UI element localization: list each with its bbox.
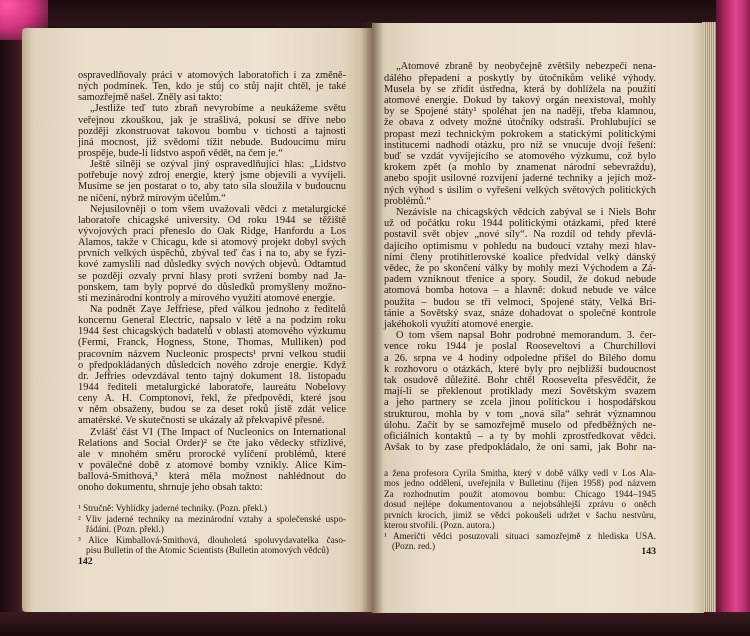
text-line: Avšak to by zase předpokládalo, že oni sami, jak Bohr na- <box>384 442 656 454</box>
text-line: laboratoře chicagské university. Od roku 1944 se těžiště <box>78 214 346 226</box>
text-line: jiná mocnost, již svědomí tížit nebude. Budoucímu míru <box>78 136 346 148</box>
text-line: ballová-Smithová,³ která měla možnost nahlédnout do <box>78 471 346 483</box>
text-line: anebo spojit usilovné rozvíjení jaderné techniky a jejích mož- <box>384 173 656 185</box>
text-line: krokem zpět (a mohlo by znamenat národní sebevraždu), <box>384 162 656 174</box>
text-line: koncernu General Electric, napsalo v létě a na podzim roku <box>78 315 346 327</box>
text-line: 1944 šest chicagských badatelů v oblasti atomového výzkumu <box>78 326 346 338</box>
footnote-line: ¹ Američtí vědci posuzovali situaci samozřejmě z hlediska USA. <box>384 530 656 541</box>
left-page-footnotes <box>78 503 346 556</box>
text-line: postavil svět objev „nové síly“. Na rozdíl od tehdy převlá- <box>384 229 656 241</box>
text-line: mají-li se překlenout protiklady mezi Sovětským svazem <box>384 386 656 398</box>
footnote <box>78 535 346 556</box>
text-line: sti mezinárodní kontroly a mírového využití atomové energie. <box>78 292 336 304</box>
text-line: dr. Jeffries odevzdával tento tajný dokument 18. listopadu <box>78 370 346 382</box>
text-line: padem vzniknout třenice a spory. Soudil, že dokud nebude <box>384 274 656 286</box>
text-line: použita – budou se tři velmoci, Spojené státy, Velká Bri- <box>384 296 656 308</box>
text-line: dálého přepadení a poskytly by útočníkům veliké výhody. <box>384 72 656 84</box>
text-line: ných podmínek. Ten, kdo je stůj co stůj najít chtěl, je také <box>78 81 346 93</box>
text-line: jakéhokoli využití atomové energie. <box>384 319 534 331</box>
text-line: v poválečné době z atomové bomby vznikly. Alice Kim- <box>78 459 346 471</box>
text-line: ními členy protihitlerovské koalice předvídal velký dánský <box>384 251 656 263</box>
text-line: pracovním názvem Nucleonic prospects¹ první velkou studii <box>78 348 346 360</box>
text-line: atomová bomba hotova – a hlavně: dokud nebude ve válce <box>384 285 656 297</box>
footnote-line: (Pozn. red.) <box>392 541 436 551</box>
text-line: vence roku 1944 je poslal Rooseveltovi a Churchillovi <box>384 341 656 353</box>
text-line: veřejnou zkouškou, jak je strašlivá, pokusí se dříve nebo <box>78 114 346 126</box>
right-page-footnotes <box>384 468 656 552</box>
book-cover-left-edge <box>0 0 24 636</box>
text-line: ale v mnohém směru prorocké vylíčení problémů, které <box>78 448 346 460</box>
footnote-line: ³ Alice Kimballová-Smithová, dlouholetá spoluvydavatelka časo- <box>78 534 346 545</box>
text-line: Alamos, takže v Chicagu, kde si atomový projekt dobyl svých <box>78 237 346 249</box>
text-line: atomové energie. Dokud by takový orgán neexistoval, mohly <box>384 95 656 106</box>
text-line: Ještě silněji se ozýval jiný ospravedlňující hlas: „Lidstvo <box>89 159 346 171</box>
right-page <box>372 23 704 613</box>
left-page <box>22 28 372 612</box>
right-page-number: 143 <box>641 546 656 557</box>
text-line: Zvlášť část VI (The Impact of Nucleonics on International <box>89 426 346 438</box>
paragraph <box>78 159 346 204</box>
paragraph <box>78 204 346 304</box>
text-line: vědec, že po skončení války by mohly mezi Východem a Zá- <box>384 263 656 275</box>
paragraph <box>78 427 346 494</box>
footnote-line: Za rozhodnutím použít atomovou bombu: Chicago 1944–1945 <box>384 488 656 499</box>
text-line: kové zamyslili nad důsledky svých nových objevů. Odtamtud <box>78 259 346 271</box>
text-line: Nezávisle na chicagských vědcích zabýval se i Niels Bohr <box>395 207 656 219</box>
text-line: Musela by se zřídit ústředna, která by dohlížela na použití <box>384 83 656 95</box>
text-line: propast mezi technickým pokrokem a statickými politickými <box>384 128 656 140</box>
paragraph <box>78 304 346 427</box>
paragraph <box>78 103 346 159</box>
text-line: Relations and Social Order)² se čte jako vědecky střízlivé, <box>78 437 346 449</box>
text-line: oficiálních kontaktů – a ty by mohli zprostředkovat vědci. <box>384 431 656 443</box>
text-line: dajícího optimismu v pohledu na budoucí vztahy mezi hlav- <box>384 240 656 252</box>
text-line: Musíme se jen postarat o to, aby tato síla sloužila v budoucnu <box>78 181 346 193</box>
footnote <box>78 514 346 535</box>
text-line: ceny A. H. Comptonovi, řekl, že předpovědi, které jsou <box>78 393 346 405</box>
footnote-line: ² Vliv jaderné techniky na mezinárodní vztahy a společenské uspo- <box>78 513 346 524</box>
text-line: tak osudově důležité. Bohr chtěl Roosevelta přesvědčit, že <box>384 375 656 387</box>
text-line: vývojových prací přeneslo do Oak Ridge, Hanfordu a Los <box>78 225 346 237</box>
text-line: potřebuje nový zdroj energie, který jsme objevili a vyvíjeli. <box>78 170 346 182</box>
footnote-line: prvních krocích, jimiž se vědci pokoušeli udržet v šachu nestvůru, <box>384 509 656 520</box>
text-line: strukturou, mohla by v tom „nová síla“ sehrát významnou <box>384 408 656 420</box>
text-line: prvních velkých úspěchů, zbýval teď čas i na to, aby se fyzi- <box>78 248 346 260</box>
text-line: ných výhod s úsilím o vyřešení velkých světových politických <box>384 184 656 196</box>
footnote-line: řádání. (Pozn. překl.) <box>86 524 164 534</box>
text-line: a 26. srpna ve 4 hodiny odpoledne přišel do Bílého domu <box>384 352 656 364</box>
text-line: tánie a Sovětský svaz, snáze dohadovat o společné kontrole <box>384 307 656 319</box>
left-page-number: 142 <box>78 556 93 567</box>
text-line: institucemi nadhodí otázku, pro níž se vnucuje dvojí řešení: <box>384 139 656 151</box>
paragraph <box>384 207 656 330</box>
text-line: onoho dokumentu, shrnuje jeho obsah takto: <box>78 482 263 494</box>
text-line: Na podnět Zaye Jeffriese, před válkou jednoho z ředitelů <box>89 303 346 315</box>
text-line: se později ozvaly první hlasy proti svržení bomby nad Ja- <box>78 270 346 282</box>
text-line: O tom všem napsal Bohr podrobné memorandum. 3. čer- <box>395 330 656 342</box>
footnote-line: pisu Bulletin of the Atomic Scientists (Bulletin atomových vědců) <box>86 545 329 555</box>
text-line: v něm obsaženy, budou se za deset roků jistě zdát velice <box>78 404 346 416</box>
footnote <box>78 503 346 514</box>
text-line: buď se vzdát vyvíjejícího se atomového výzkumu, což bylo <box>384 151 656 163</box>
text-line: že obava z odvety možné útočníky odstraší. Prohlubující se <box>384 117 656 129</box>
text-line: ne ničení, nýbrž mírovým účelům.“ <box>78 192 226 204</box>
footnote-line: kterou stvořili. (Pozn. autora.) <box>384 520 495 530</box>
text-line: prospěje, bude-li lidstvo aspoň vědět, na čem je.“ <box>78 147 283 159</box>
text-line: samozřejmě našel. Zněly asi takto: <box>78 92 222 104</box>
left-page-body-text <box>78 70 346 493</box>
paragraph <box>384 61 656 207</box>
footnote <box>384 468 656 531</box>
footnote-line: mos jedno oddělení, uveřejnila v Bulletinu (říjen 1958) pod názvem <box>384 478 656 488</box>
text-line: ponskem, tam byly poprvé do důsledků promyšleny možno- <box>78 281 346 293</box>
text-line: později zkonstruovat takovou bombu v tichosti a tajnosti <box>78 125 346 137</box>
text-line: by se Spojené státy¹ spoléhat jen na naději, třeba klamnou, <box>384 106 656 118</box>
footnote-line: a žena profesora Cyrila Smitha, který v době války vedl v Los Ala- <box>384 467 656 478</box>
text-line: „Atomové zbraně by neobyčejně zvětšily nebezpečí nena- <box>395 61 656 73</box>
right-page-body-text <box>384 61 656 453</box>
book-gutter-shadow <box>361 22 383 614</box>
text-line: (Fermi, Franck, Hogness, Stone, Thomas, Mulliken) pod <box>78 337 346 349</box>
text-line: úlohu. Začít by se samozřejmě muselo od předběžných ne- <box>384 419 656 431</box>
paragraph <box>78 70 346 103</box>
footnote-line: ¹ Stručně: Vyhlídky jaderné techniky. (Pozn. překl.) <box>78 503 268 513</box>
text-line: ospravedlňovaly práci v atomových laboratořích i za změně- <box>78 70 346 81</box>
text-line: už od počátku roku 1944 politickými otázkami, před které <box>384 218 656 230</box>
paragraph <box>384 330 656 453</box>
pink-book-cover-edge <box>716 0 750 636</box>
text-line: k rozhovoru o otázkách, které byly pro nejbližší budoucnost <box>384 363 656 375</box>
text-line: „Jestliže teď tuto zbraň nevyrobíme a neukážeme světu <box>89 103 346 115</box>
text-line: Nejusilovněji o tom všem uvažovali vědci z metalurgické <box>89 203 346 215</box>
text-line: problémů.“ <box>384 195 432 207</box>
footnote-line: dosud nejlépe dokumentovanou a nejobsáhlejší zprávu o oněch <box>384 499 656 509</box>
text-line: a jeho partnery se zcela jinou politickou i hospodářskou <box>384 397 656 409</box>
text-line: amatérské. Ve skutečnosti se ukázaly až překvapivě přesné. <box>78 415 325 427</box>
background-bottom <box>0 612 750 636</box>
text-line: 1944 řediteli metalurgické laboratoře, laureátu Nobelovy <box>78 381 346 393</box>
text-line: o předpokládaných důsledcích nového zdroje energie. Když <box>78 359 346 371</box>
